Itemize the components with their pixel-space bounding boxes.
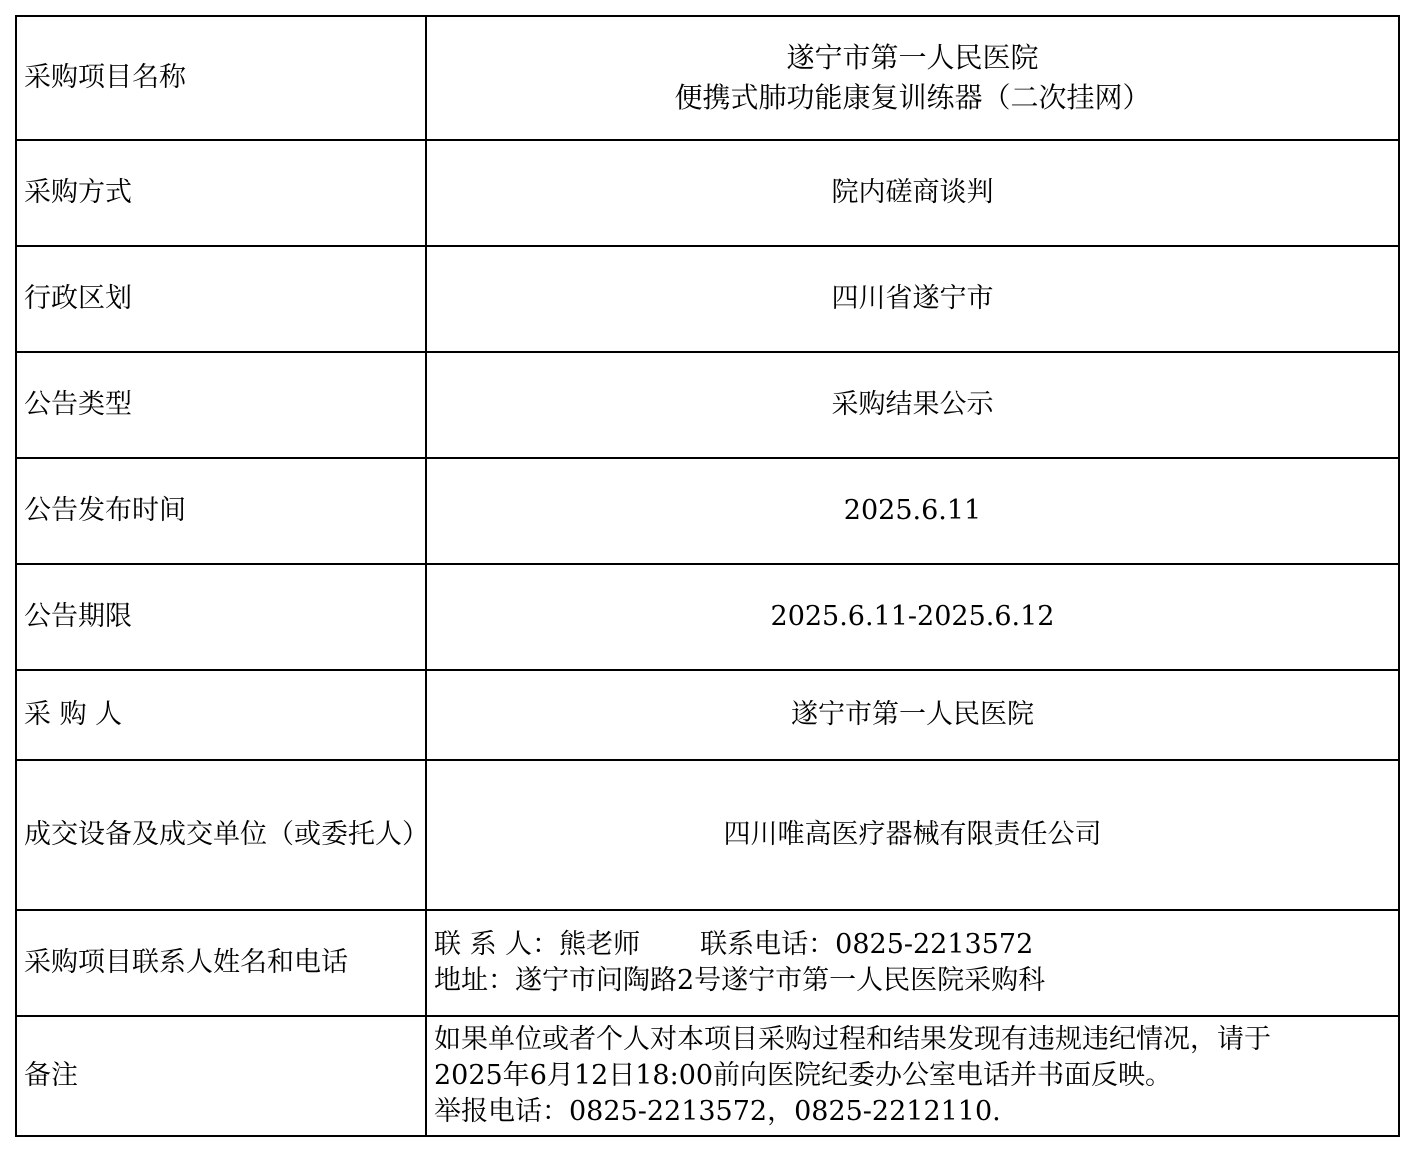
contact-phone: 联系电话：0825-2213572 xyxy=(700,929,1034,960)
project-name-value xyxy=(426,16,1399,140)
notice-type-value: 采购结果公示 xyxy=(426,352,1399,458)
table-row xyxy=(16,16,1399,140)
table-row xyxy=(16,140,1399,246)
region-label: 行政区划 xyxy=(16,246,426,352)
remarks-line3: 举报电话：0825-2213572，0825-2212110. xyxy=(434,1096,1001,1127)
table-row xyxy=(16,670,1399,760)
contact-line1 xyxy=(434,927,1391,963)
contact-address: 地址：遂宁市问陶路2号遂宁市第一人民医院采购科 xyxy=(434,965,1046,996)
remarks-value xyxy=(426,1016,1399,1136)
publish-time-value: 2025.6.11 xyxy=(426,458,1399,564)
table-row xyxy=(16,1016,1399,1136)
table-row xyxy=(16,910,1399,1016)
region-value: 四川省遂宁市 xyxy=(426,246,1399,352)
project-name-line2: 便携式肺功能康复训练器（二次挂网） xyxy=(674,81,1151,114)
table-row xyxy=(16,246,1399,352)
contact-label: 采购项目联系人姓名和电话 xyxy=(16,910,426,1016)
table-row xyxy=(16,458,1399,564)
remarks-label: 备注 xyxy=(16,1016,426,1136)
purchaser-label: 采 购 人 xyxy=(16,670,426,760)
table-row xyxy=(16,352,1399,458)
contact-person: 联 系 人：熊老师 xyxy=(434,929,641,960)
period-value: 2025.6.11-2025.6.12 xyxy=(426,564,1399,670)
remarks-line1: 如果单位或者个人对本项目采购过程和结果发现有违规违纪情况，请于 xyxy=(434,1024,1271,1055)
project-name-line1: 遂宁市第一人民医院 xyxy=(786,41,1039,74)
remarks-line2: 2025年6月12日18:00前向医院纪委办公室电话并书面反映。 xyxy=(434,1060,1173,1091)
publish-time-label: 公告发布时间 xyxy=(16,458,426,564)
period-label: 公告期限 xyxy=(16,564,426,670)
table-row xyxy=(16,564,1399,670)
winner-value: 四川唯高医疗器械有限责任公司 xyxy=(426,760,1399,910)
project-name-label: 采购项目名称 xyxy=(16,16,426,140)
table-row xyxy=(16,760,1399,910)
method-value: 院内磋商谈判 xyxy=(426,140,1399,246)
procurement-notice-table xyxy=(15,15,1400,1137)
contact-value xyxy=(426,910,1399,1016)
winner-label: 成交设备及成交单位（或委托人） xyxy=(16,760,426,910)
purchaser-value: 遂宁市第一人民医院 xyxy=(426,670,1399,760)
notice-type-label: 公告类型 xyxy=(16,352,426,458)
method-label: 采购方式 xyxy=(16,140,426,246)
